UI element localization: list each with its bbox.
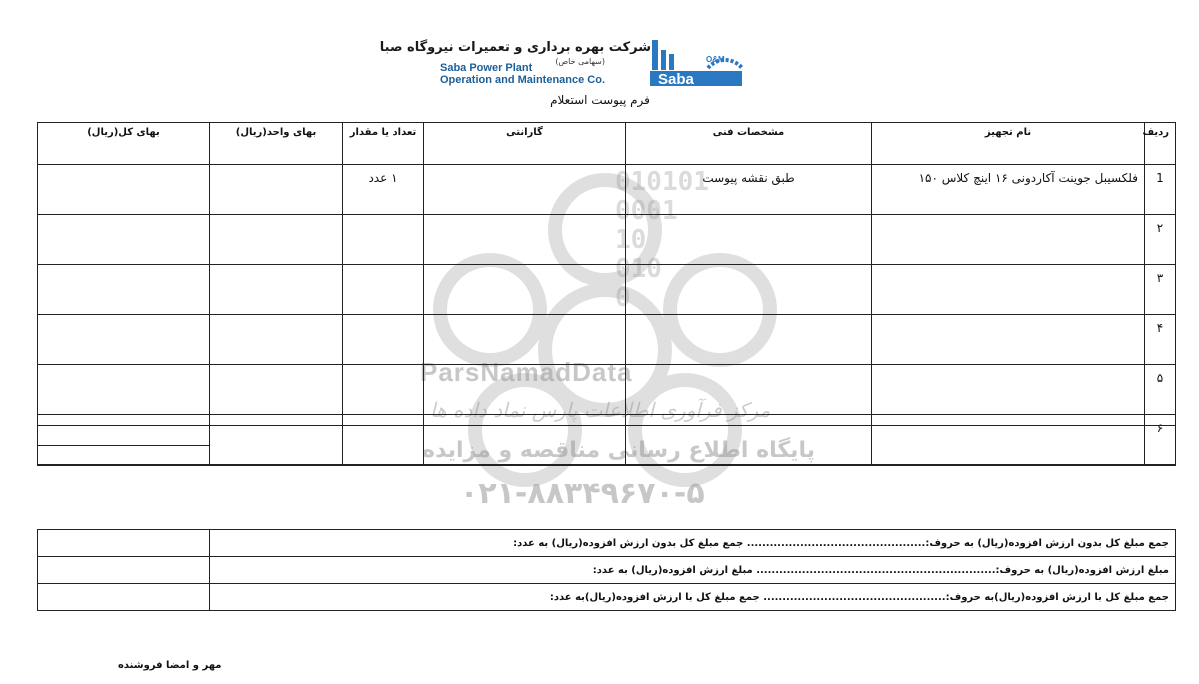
table-row [38,365,1176,415]
table-row [38,215,1176,265]
warranty-cell [424,365,626,415]
header-equipment-name: نام تجهیز [872,123,1145,165]
logo-word-text: Saba [658,71,694,88]
company-type-fa: (سهامی خاص) [555,57,605,66]
summary-blank-cell [38,446,210,466]
totals-without-vat-value [38,530,210,557]
technical-spec-cell: طبق نقشه پیوست [626,165,872,215]
warranty-cell [424,265,626,315]
equipment-name-cell [872,265,1145,315]
table-row [38,165,1176,215]
seller-signature-label: مهر و امضا فروشنده [118,660,222,671]
header-row-number: ردیف [1145,123,1176,165]
unit-price-cell [210,215,343,265]
watermark-center-name: مرکز فرآوری اطلاعات پارس نماد داده ها [430,398,771,422]
header-unit-price: بهای واحد(ریال) [210,123,343,165]
totals-with-vat-value [38,584,210,611]
technical-spec-cell [626,265,872,315]
header-total-price: بهای کل(ریال) [38,123,210,165]
summary-blank-cell [38,426,210,446]
unit-price-cell [210,315,343,365]
quantity-cell [343,215,424,265]
document-header [0,0,1199,118]
row-number: ۶ [1145,415,1176,465]
unit-price-cell [210,365,343,415]
company-logo-block [379,38,745,90]
summary-blank-table [37,425,1176,466]
totals-without-vat-label: جمع مبلغ کل بدون ارزش افزوده(ریال) به حروف:............................................... جمع مبلغ کل بدون ارزش افزوده(ریال) به عدد: [210,530,1176,557]
row-number: ۲ [1145,215,1176,265]
table-header-row [38,123,1176,165]
row-number: ۴ [1145,315,1176,365]
quantity-cell: ۱ عدد [343,165,424,215]
equipment-name-cell: فلکسیبل جوینت آکاردونی ۱۶ اینچ کلاس ۱۵۰ [872,165,1145,215]
watermark-brand: ParsNamadData [420,357,633,387]
equipment-name-cell [872,315,1145,365]
totals-vat-label: مبلغ ارزش افزوده(ریال) به حروف:............................................................... مبلغ ارزش افزوده(ریال) به عدد: [210,557,1176,584]
row-number: ۳ [1145,265,1176,315]
table-row [38,265,1176,315]
warranty-cell [424,215,626,265]
total-price-cell [38,215,210,265]
totals-row-without-vat [38,530,1176,557]
company-name-fa: شرکت بهره برداری و تعمیرات نیروگاه صبا [379,40,651,55]
quantity-cell [343,315,424,365]
total-price-cell [38,365,210,415]
watermark-phone: ۰۲۱-۸۸۳۴۹۶۷۰-۵ [460,476,705,511]
totals-table [37,529,1176,611]
summary-blank-row [38,426,1176,446]
header-warranty: گارانتی [424,123,626,165]
totals-row-vat [38,557,1176,584]
watermark-binary: 010101 0001 10 010 0 [615,167,709,313]
technical-spec-cell [626,215,872,265]
total-price-cell [38,315,210,365]
row-number: 1 [1145,165,1176,215]
equipment-name-cell [872,365,1145,415]
watermark-portal-name: پایگاه اطلاع رسانی مناقصه و مزایده [422,438,815,463]
totals-row-with-vat [38,584,1176,611]
summary-blank-wide-cell [210,426,1176,466]
quantity-cell [343,265,424,315]
unit-price-cell [210,265,343,315]
warranty-cell [424,315,626,365]
logo-badge-text: O&M [706,55,725,64]
company-name-en-line1: Saba Power Plant [440,62,533,74]
form-title: فرم پیوست استعلام [550,93,650,107]
row-number: ۵ [1145,365,1176,415]
totals-with-vat-label: جمع مبلغ کل با ارزش افزوده(ریال)به حروف:................................................ جمع مبلغ کل با ارزش افزوده(ریال)به عدد: [210,584,1176,611]
technical-spec-cell [626,315,872,365]
company-name-en-line2: Operation and Maintenance Co. [440,74,606,86]
total-price-cell [38,165,210,215]
header-technical-spec: مشخصات فنی [626,123,872,165]
items-table [37,122,1176,465]
header-quantity: تعداد یا مقدار [343,123,424,165]
quantity-cell [343,365,424,415]
equipment-name-cell [872,215,1145,265]
warranty-cell [424,165,626,215]
table-row [38,315,1176,365]
total-price-cell [38,265,210,315]
unit-price-cell [210,165,343,215]
totals-vat-value [38,557,210,584]
technical-spec-cell [626,365,872,415]
saba-logo-icon [648,38,744,88]
